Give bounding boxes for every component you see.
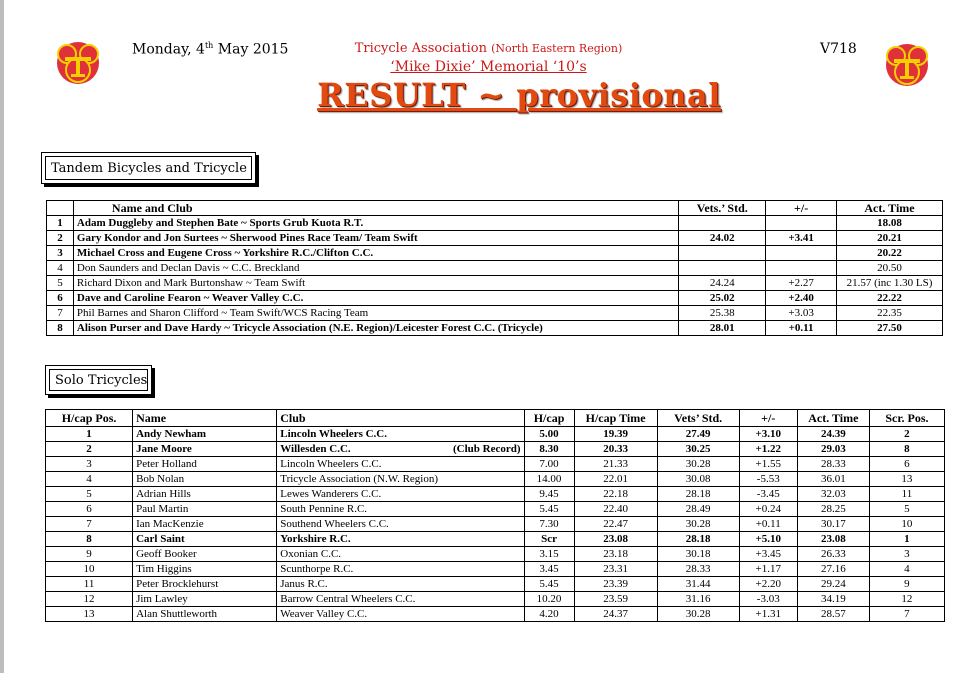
club-cell (277, 607, 524, 622)
club-name: Oxonian C.C. (280, 548, 342, 560)
rider-name-cell: Bob Nolan (133, 472, 277, 487)
col-header: H/cap (524, 410, 574, 427)
plus-minus-cell: +5.10 (739, 532, 797, 547)
club-name: South Pennine R.C. (280, 503, 368, 515)
handicap-cell: 9.45 (524, 487, 574, 502)
club-name: Willesden C.C. (280, 443, 351, 455)
col-header: Club (277, 410, 524, 427)
handicap-cell: Scr (524, 532, 574, 547)
table-header-row (47, 201, 943, 216)
rider-name-cell: Geoff Booker (133, 547, 277, 562)
handicap-cell: 14.00 (524, 472, 574, 487)
position-cell: 8 (47, 321, 74, 336)
table-row (47, 216, 943, 231)
plus-minus-cell (766, 216, 837, 231)
club-name: Janus R.C. (280, 578, 328, 590)
plus-minus-cell: -3.45 (739, 487, 797, 502)
handicap-time-cell: 23.31 (574, 562, 657, 577)
table-row (46, 607, 945, 622)
actual-time-cell: 22.35 (837, 306, 943, 321)
handicap-cell: 3.15 (524, 547, 574, 562)
vets-std-cell: 31.44 (657, 577, 739, 592)
table-row (47, 261, 943, 276)
scratch-position-cell: 2 (869, 427, 944, 442)
actual-time-cell: 28.25 (797, 502, 869, 517)
handicap-time-cell: 20.33 (574, 442, 657, 457)
club-cell (277, 457, 524, 472)
hcap-position-cell: 8 (46, 532, 133, 547)
actual-time-cell: 29.03 (797, 442, 869, 457)
memorial-title: ‘Mike Dixie’ Memorial ‘10’s (390, 59, 587, 75)
handicap-cell: 5.45 (524, 502, 574, 517)
actual-time-cell: 28.33 (797, 457, 869, 472)
scratch-position-cell: 8 (869, 442, 944, 457)
vets-std-cell: 24.02 (679, 231, 766, 246)
scratch-position-cell: 4 (869, 562, 944, 577)
plus-minus-cell: +2.20 (739, 577, 797, 592)
scratch-position-cell: 12 (869, 592, 944, 607)
table-row (47, 231, 943, 246)
rider-name-cell: Alan Shuttleworth (133, 607, 277, 622)
club-cell (277, 502, 524, 517)
col-header: +/- (739, 410, 797, 427)
club-cell (277, 427, 524, 442)
handicap-time-cell: 24.37 (574, 607, 657, 622)
vets-std-cell: 25.02 (679, 291, 766, 306)
rider-name-cell: Peter Holland (133, 457, 277, 472)
actual-time-cell: 26.33 (797, 547, 869, 562)
handicap-time-cell: 23.39 (574, 577, 657, 592)
tandem-results-table (46, 200, 943, 336)
scratch-position-cell: 1 (869, 532, 944, 547)
handicap-cell: 3.45 (524, 562, 574, 577)
hcap-position-cell: 5 (46, 487, 133, 502)
position-cell: 1 (47, 216, 74, 231)
handicap-time-cell: 21.33 (574, 457, 657, 472)
position-cell: 3 (47, 246, 74, 261)
club-cell (277, 487, 524, 502)
hcap-position-cell: 12 (46, 592, 133, 607)
vets-std-cell: 28.18 (657, 487, 739, 502)
vets-std-cell: 30.18 (657, 547, 739, 562)
vets-std-cell: 30.28 (657, 607, 739, 622)
table-row (46, 457, 945, 472)
hcap-position-cell: 3 (46, 457, 133, 472)
actual-time-cell: 32.03 (797, 487, 869, 502)
club-name: Lincoln Wheelers C.C. (280, 428, 387, 440)
plus-minus-cell: +0.24 (739, 502, 797, 517)
handicap-cell: 7.00 (524, 457, 574, 472)
vets-std-cell: 25.38 (679, 306, 766, 321)
handicap-time-cell: 23.18 (574, 547, 657, 562)
plus-minus-cell: -5.53 (739, 472, 797, 487)
name-club-cell: Dave and Caroline Fearon ~ Weaver Valley C.C. (73, 291, 678, 306)
actual-time-cell: 18.08 (837, 216, 943, 231)
solo-section-title: Solo Tricycles (45, 365, 152, 395)
solo-results-table (45, 409, 945, 622)
plus-minus-cell (766, 246, 837, 261)
handicap-time-cell: 22.47 (574, 517, 657, 532)
name-club-cell: Richard Dixon and Mark Burtonshaw ~ Team Swift (73, 276, 678, 291)
club-name: Yorkshire R.C. (280, 533, 351, 545)
vets-std-cell: 28.01 (679, 321, 766, 336)
table-row (46, 472, 945, 487)
vets-std-cell: 27.49 (657, 427, 739, 442)
vets-std-cell: 31.16 (657, 592, 739, 607)
actual-time-cell: 30.17 (797, 517, 869, 532)
club-cell (277, 577, 524, 592)
table-row (47, 321, 943, 336)
vets-std-cell: 24.24 (679, 276, 766, 291)
club-cell (277, 547, 524, 562)
hcap-position-cell: 4 (46, 472, 133, 487)
table-row (46, 502, 945, 517)
table-row (46, 562, 945, 577)
plus-minus-cell: +2.40 (766, 291, 837, 306)
handicap-cell: 10.20 (524, 592, 574, 607)
table-row (46, 517, 945, 532)
col-header (47, 201, 74, 216)
vets-std-cell (679, 246, 766, 261)
actual-time-cell: 21.57 (inc 1.30 LS) (837, 276, 943, 291)
club-cell (277, 472, 524, 487)
hcap-position-cell: 13 (46, 607, 133, 622)
col-header: Act. Time (837, 201, 943, 216)
plus-minus-cell: +1.22 (739, 442, 797, 457)
tandem-section-title: Tandem Bicycles and Tricycle (41, 152, 256, 184)
scratch-position-cell: 7 (869, 607, 944, 622)
rider-name-cell: Jim Lawley (133, 592, 277, 607)
col-header: Vets’ Std. (657, 410, 739, 427)
plus-minus-cell: +3.45 (739, 547, 797, 562)
table-row (47, 276, 943, 291)
plus-minus-cell: +1.55 (739, 457, 797, 472)
scratch-position-cell: 3 (869, 547, 944, 562)
rider-name-cell: Jane Moore (133, 442, 277, 457)
scratch-position-cell: 10 (869, 517, 944, 532)
club-cell (277, 562, 524, 577)
handicap-cell: 8.30 (524, 442, 574, 457)
result-heading: RESULT ~ provisional (317, 76, 721, 114)
club-name: Southend Wheelers C.C. (280, 518, 389, 530)
position-cell: 2 (47, 231, 74, 246)
vets-std-cell: 30.25 (657, 442, 739, 457)
vets-std-cell: 28.18 (657, 532, 739, 547)
actual-time-cell: 27.50 (837, 321, 943, 336)
position-cell: 5 (47, 276, 74, 291)
handicap-time-cell: 22.01 (574, 472, 657, 487)
position-cell: 4 (47, 261, 74, 276)
actual-time-cell: 20.50 (837, 261, 943, 276)
hcap-position-cell: 6 (46, 502, 133, 517)
actual-time-cell: 23.08 (797, 532, 869, 547)
col-header: Act. Time (797, 410, 869, 427)
hcap-position-cell: 2 (46, 442, 133, 457)
plus-minus-cell: +1.17 (739, 562, 797, 577)
table-row (47, 291, 943, 306)
rider-name-cell: Andy Newham (133, 427, 277, 442)
event-date: Monday, 4th May 2015 (132, 41, 289, 58)
handicap-time-cell: 19.39 (574, 427, 657, 442)
plus-minus-cell: -3.03 (739, 592, 797, 607)
handicap-cell: 5.00 (524, 427, 574, 442)
name-club-cell: Alison Purser and Dave Hardy ~ Tricycle Association (N.E. Region)/Leicester Forest C.C. (Tricycle) (73, 321, 678, 336)
col-header: +/- (766, 201, 837, 216)
club-name: Weaver Valley C.C. (280, 608, 368, 620)
plus-minus-cell: +3.41 (766, 231, 837, 246)
rider-name-cell: Carl Saint (133, 532, 277, 547)
organisation-title: Tricycle Association (North Eastern Region) (354, 41, 623, 56)
plus-minus-cell: +3.10 (739, 427, 797, 442)
table-row (46, 592, 945, 607)
scratch-position-cell: 11 (869, 487, 944, 502)
name-club-cell: Adam Duggleby and Stephen Bate ~ Sports Grub Kuota R.T. (73, 216, 678, 231)
col-header: Name and Club (73, 201, 678, 216)
scratch-position-cell: 9 (869, 577, 944, 592)
plus-minus-cell: +0.11 (739, 517, 797, 532)
table-row (46, 442, 945, 457)
handicap-cell: 5.45 (524, 577, 574, 592)
hcap-position-cell: 1 (46, 427, 133, 442)
hcap-position-cell: 11 (46, 577, 133, 592)
table-header-row (46, 410, 945, 427)
rider-name-cell: Peter Brocklehurst (133, 577, 277, 592)
table-row (46, 532, 945, 547)
vets-std-cell: 28.33 (657, 562, 739, 577)
name-club-cell: Michael Cross and Eugene Cross ~ Yorkshire R.C./Clifton C.C. (73, 246, 678, 261)
handicap-time-cell: 22.18 (574, 487, 657, 502)
vets-std-cell: 30.28 (657, 517, 739, 532)
vets-std-cell (679, 261, 766, 276)
table-row (46, 547, 945, 562)
vets-std-cell: 30.08 (657, 472, 739, 487)
club-cell (277, 592, 524, 607)
event-code: V718 (820, 41, 857, 57)
vets-std-cell: 28.49 (657, 502, 739, 517)
rider-name-cell: Paul Martin (133, 502, 277, 517)
plus-minus-cell (766, 261, 837, 276)
actual-time-cell: 28.57 (797, 607, 869, 622)
club-name: Barrow Central Wheelers C.C. (280, 593, 416, 605)
hcap-position-cell: 10 (46, 562, 133, 577)
plus-minus-cell: +3.03 (766, 306, 837, 321)
table-row (46, 577, 945, 592)
club-name: Lewes Wanderers C.C. (280, 488, 382, 500)
name-club-cell: Phil Barnes and Sharon Clifford ~ Team Swift/WCS Racing Team (73, 306, 678, 321)
handicap-time-cell: 22.40 (574, 502, 657, 517)
table-row (47, 246, 943, 261)
scratch-position-cell: 5 (869, 502, 944, 517)
table-row (46, 427, 945, 442)
actual-time-cell: 27.16 (797, 562, 869, 577)
plus-minus-cell: +2.27 (766, 276, 837, 291)
table-row (47, 306, 943, 321)
col-header: Name (133, 410, 277, 427)
col-header: Scr. Pos. (869, 410, 944, 427)
handicap-time-cell: 23.59 (574, 592, 657, 607)
club-cell (277, 517, 524, 532)
actual-time-cell: 36.01 (797, 472, 869, 487)
handicap-cell: 7.30 (524, 517, 574, 532)
position-cell: 7 (47, 306, 74, 321)
handicap-time-cell: 23.08 (574, 532, 657, 547)
vets-std-cell (679, 216, 766, 231)
position-cell: 6 (47, 291, 74, 306)
hcap-position-cell: 7 (46, 517, 133, 532)
name-club-cell: Gary Kondor and Jon Surtees ~ Sherwood Pines Race Team/ Team Swift (73, 231, 678, 246)
club-name: Scunthorpe R.C. (280, 563, 354, 575)
actual-time-cell: 20.21 (837, 231, 943, 246)
actual-time-cell: 20.22 (837, 246, 943, 261)
col-header: H/cap Pos. (46, 410, 133, 427)
col-header: Vets.’ Std. (679, 201, 766, 216)
vets-std-cell: 30.28 (657, 457, 739, 472)
club-cell (277, 442, 524, 457)
actual-time-cell: 34.19 (797, 592, 869, 607)
actual-time-cell: 29.24 (797, 577, 869, 592)
scratch-position-cell: 6 (869, 457, 944, 472)
rider-name-cell: Tim Higgins (133, 562, 277, 577)
rider-name-cell: Adrian Hills (133, 487, 277, 502)
club-name: Tricycle Association (N.W. Region) (280, 473, 439, 485)
record-note: (Club Record) (452, 443, 521, 455)
col-header: H/cap Time (574, 410, 657, 427)
club-name: Lincoln Wheelers C.C. (280, 458, 382, 470)
handicap-cell: 4.20 (524, 607, 574, 622)
scratch-position-cell: 13 (869, 472, 944, 487)
plus-minus-cell: +0.11 (766, 321, 837, 336)
plus-minus-cell: +1.31 (739, 607, 797, 622)
actual-time-cell: 24.39 (797, 427, 869, 442)
name-club-cell: Don Saunders and Declan Davis ~ C.C. Breckland (73, 261, 678, 276)
actual-time-cell: 22.22 (837, 291, 943, 306)
club-cell (277, 532, 524, 547)
hcap-position-cell: 9 (46, 547, 133, 562)
table-row (46, 487, 945, 502)
rider-name-cell: Ian MacKenzie (133, 517, 277, 532)
